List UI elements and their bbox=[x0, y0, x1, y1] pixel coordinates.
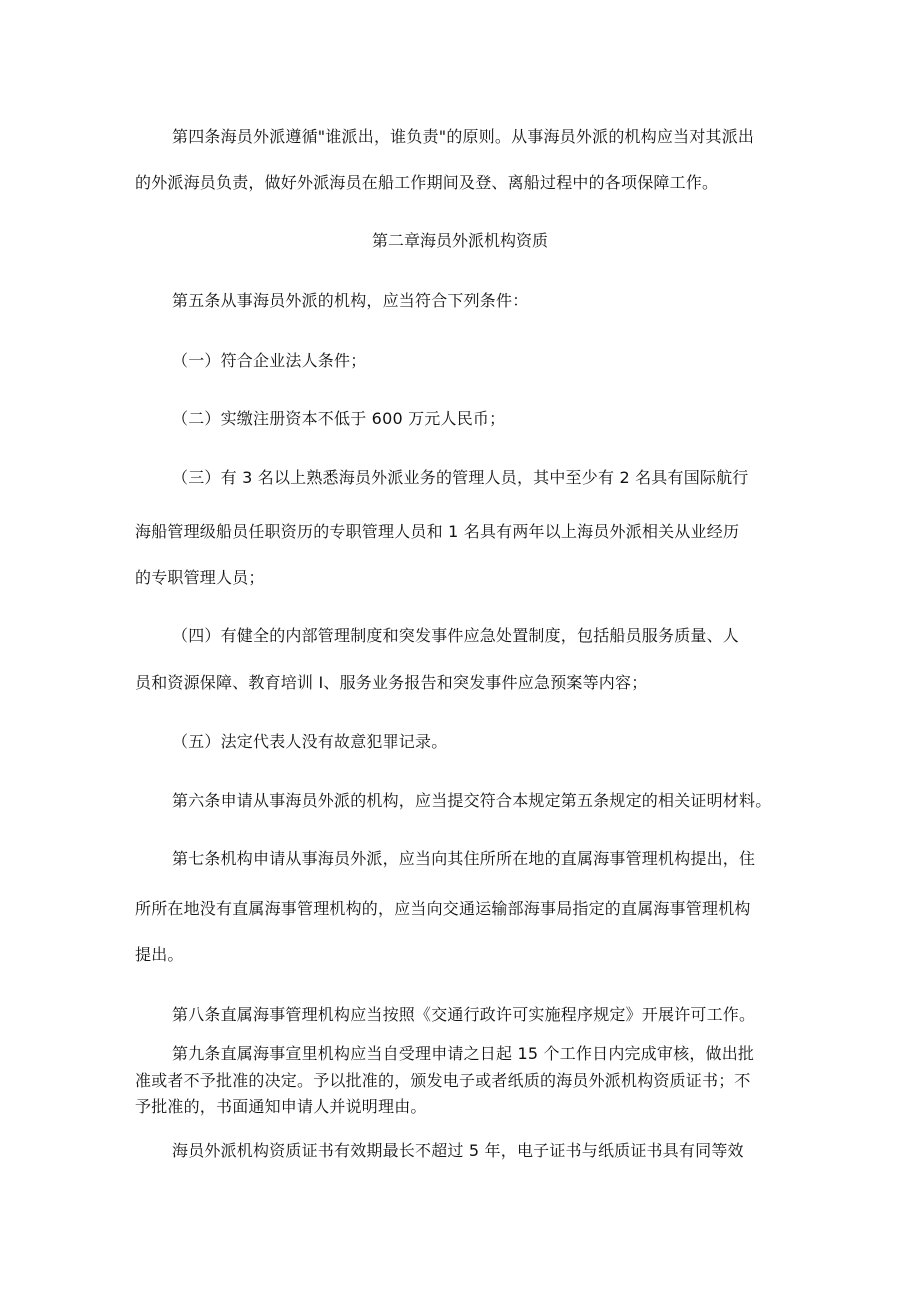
article-9-line-2: 准或者不予批准的决定。予以批准的，颁发电子或者纸质的海员外派机构资质证书；不 bbox=[135, 1071, 751, 1090]
article-7-line-3: 提出。 bbox=[135, 945, 184, 964]
certificate-validity-line: 海员外派机构资质证书有效期最长不超过 5 年，电子证书与纸质证书具有同等效 bbox=[172, 1141, 744, 1160]
article-5-item-4-line-2: 员和资源保障、教育培训 I、服务业务报告和突发事件应急预案等内容； bbox=[135, 673, 648, 692]
article-5-item-2: （二）实缴注册资本不低于 600 万元人民币； bbox=[172, 409, 506, 428]
article-5-intro: 第五条从事海员外派的机构，应当符合下列条件： bbox=[172, 291, 529, 310]
chapter-2-title: 第二章海员外派机构资质 bbox=[371, 231, 548, 250]
article-5-item-5: （五）法定代表人没有故意犯罪记录。 bbox=[172, 732, 448, 751]
article-4-line-1: 第四条海员外派遵循"谁派出，谁负责"的原则。从事海员外派的机构应当对其派出 bbox=[172, 127, 755, 146]
article-5-item-3-line-2: 海船管理级船员任职资历的专职管理人员和 1 名具有两年以上海员外派相关从业经历 bbox=[135, 522, 740, 541]
article-5-item-3-line-3: 的专职管理人员； bbox=[135, 568, 265, 587]
article-4-line-2: 的外派海员负责，做好外派海员在船工作期间及登、离船过程中的各项保障工作。 bbox=[135, 173, 719, 192]
article-7-line-2: 所所在地没有直属海事管理机构的，应当向交通运输部海事局指定的直属海事管理机构 bbox=[135, 899, 751, 918]
article-5-item-4-line-1: （四）有健全的内部管理制度和突发事件应急处置制度，包括船员服务质量、人 bbox=[172, 626, 740, 645]
article-9-line-1: 第九条直属海事宣里机构应当自受理申请之日起 15 个工作日内完成审核，做出批 bbox=[172, 1044, 755, 1063]
article-5-item-3-line-1: （三）有 3 名以上熟悉海员外派业务的管理人员，其中至少有 2 名具有国际航行 bbox=[172, 468, 749, 487]
article-7-line-1: 第七条机构申请从事海员外派，应当向其住所所在地的直属海事管理机构提出，住 bbox=[172, 849, 756, 868]
article-5-item-1: （一）符合企业法人条件； bbox=[172, 351, 367, 370]
article-9-line-3: 予批准的，书面通知申请人并说明理由。 bbox=[135, 1097, 427, 1116]
article-6: 第六条申请从事海员外派的机构，应当提交符合本规定第五条规定的相关证明材料。 bbox=[172, 791, 772, 810]
article-8: 第八条直属海事管理机构应当按照《交通行政许可实施程序规定》开展许可工作。 bbox=[172, 1005, 756, 1024]
